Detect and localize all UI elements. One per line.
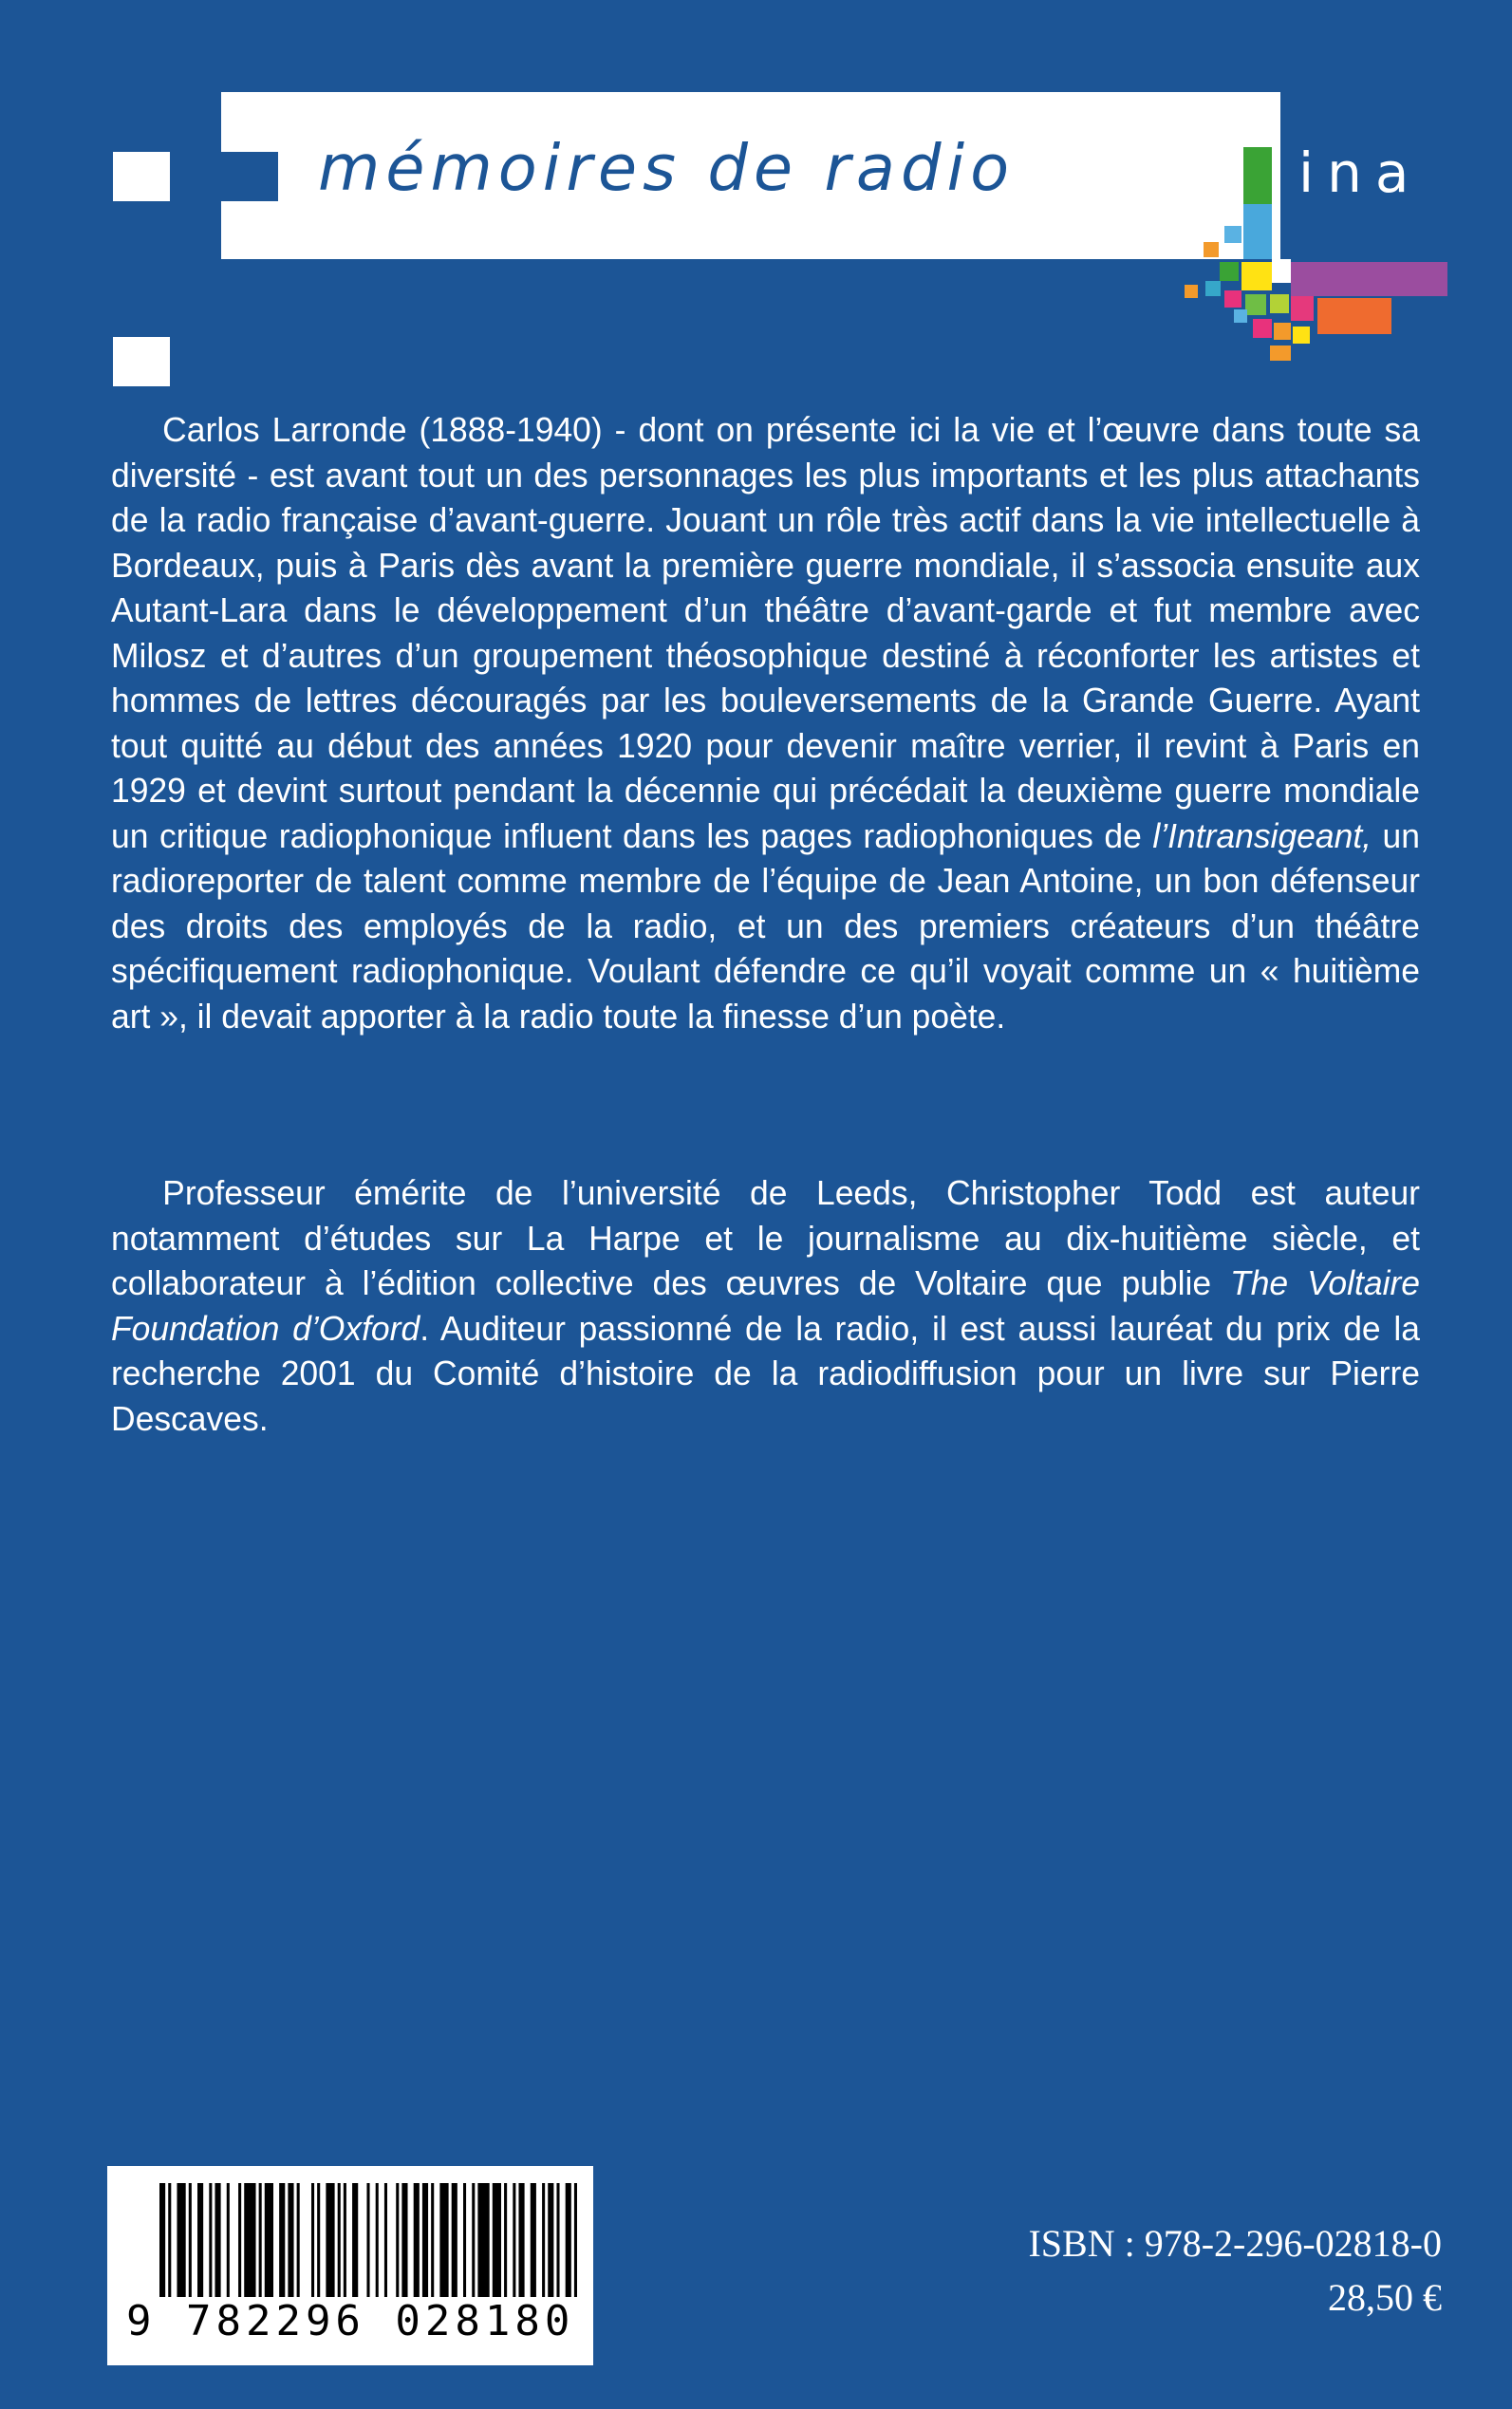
barcode-bar — [531, 2183, 536, 2297]
mosaic-pixel — [1274, 323, 1291, 340]
barcode-bar — [431, 2183, 434, 2297]
barcode-bar — [384, 2183, 387, 2297]
barcode-bar — [439, 2183, 448, 2297]
mosaic-pixel — [1270, 345, 1291, 361]
barcode-bar — [396, 2183, 399, 2297]
barcode-bar — [238, 2183, 241, 2297]
barcode-bar — [288, 2183, 293, 2297]
barcode-bar — [352, 2183, 358, 2297]
barcode-bar — [317, 2183, 320, 2297]
barcode-bar — [297, 2183, 300, 2297]
barcode-bar — [227, 2183, 230, 2297]
barcode-bar — [452, 2183, 457, 2297]
barcode-bar — [344, 2183, 346, 2297]
barcode-bar — [326, 2183, 334, 2297]
barcode-bar — [504, 2183, 507, 2297]
decorative-square-top — [113, 152, 170, 201]
author-bio-paragraph — [111, 1170, 1420, 1441]
series-band-notch — [221, 152, 278, 201]
decorative-square-bottom — [113, 337, 170, 386]
barcode-bar — [542, 2183, 545, 2297]
barcode-bar — [259, 2183, 262, 2297]
barcode-bar — [493, 2183, 501, 2297]
mosaic-pixel — [1224, 226, 1241, 243]
barcode-bar — [376, 2183, 379, 2297]
series-title: mémoires de radio — [318, 131, 1016, 205]
mosaic-pixel — [1291, 296, 1314, 321]
mosaic-pixel — [1243, 147, 1272, 204]
foundation-name: The Voltaire Foundation d’Oxford — [111, 1263, 1420, 1348]
mosaic-pixel — [1243, 204, 1272, 259]
barcode-bar — [338, 2183, 341, 2297]
price: 28,50 € — [1328, 2276, 1442, 2319]
isbn-number: ISBN : 978-2-296-02818-0 — [1028, 2222, 1442, 2265]
barcode — [107, 2166, 593, 2365]
newspaper-title: l’Intransigeant, — [1152, 815, 1372, 855]
mosaic-pixel — [1272, 259, 1291, 283]
barcode-bar — [477, 2183, 489, 2297]
barcode-bar — [244, 2183, 255, 2297]
barcode-bar — [265, 2183, 273, 2297]
mosaic-pixel — [1220, 262, 1239, 281]
barcode-bar — [518, 2183, 524, 2297]
mosaic-pixel — [1241, 262, 1272, 290]
barcode-bar — [209, 2183, 212, 2297]
barcode-bar — [366, 2183, 369, 2297]
mosaic-pixel — [1317, 298, 1391, 334]
description-paragraph-1 — [111, 407, 1420, 1038]
barcode-bar — [189, 2183, 192, 2297]
barcode-bar — [177, 2183, 185, 2297]
barcode-bar — [159, 2183, 165, 2297]
paragraph-1-text-b: un radioreporter de talent comme membre de l’équipe de Jean Antoine, un bon défenseur des droits des employés de la radio, et un des premiers créateurs d’un théâtre spécifiquement radiophonique. Voulant défendre ce qu’il voyait comme un « huitième art », il devait apporter à la radio toute la finesse d’un poète. — [111, 815, 1420, 1036]
barcode-bar — [574, 2183, 577, 2297]
barcode-bar — [401, 2183, 407, 2297]
mosaic-pixel — [1234, 309, 1247, 323]
barcode-bar — [422, 2183, 428, 2297]
mosaic-pixel — [1253, 319, 1272, 338]
barcode-bar — [279, 2183, 285, 2297]
barcode-bar — [472, 2183, 475, 2297]
barcode-bar — [215, 2183, 220, 2297]
barcode-bar — [548, 2183, 553, 2297]
barcode-digits: 9 782296 028180 — [126, 2297, 575, 2345]
paragraph-2-text-b: . Auditeur passionné de la radio, il est aussi lauréat du prix de la recherche 2001 du Comité d’histoire de la radiodiffusion pour un livre sur Pierre Descaves. — [111, 1308, 1421, 1438]
barcode-bar — [197, 2183, 203, 2297]
mosaic-pixel — [1224, 290, 1241, 308]
mosaic-pixel — [1204, 242, 1219, 257]
barcode-bar — [311, 2183, 314, 2297]
paragraph-2-text-a: Professeur émérite de l’université de Leeds, Christopher Todd est auteur notamment d’études sur La Harpe et le journalisme au dix-huitième siècle, et collaborateur à l’édition collective des œuvres de Voltaire que publie — [111, 1173, 1420, 1302]
paragraph-1-text-a: Carlos Larronde (1888-1940) - dont on présente ici la vie et l’œuvre dans toute sa diversité - est avant tout un des personnages les plus importants et les plus attachants de la radio française d’avant-guerre. Jouant un rôle très actif dans la vie intellectuelle à Bordeaux, puis à Paris dès avant la première guerre mondiale, il s’associa ensuite aux Autant-Lara dans le développement d’un théâtre d’avant-garde et fut membre avec Milosz et d’autres d’un groupement théosophique destiné à réconforter les artistes et hommes de lettres découragés par les bouleversements de la Grande Guerre. Ayant tout quitté au début des années 1920 pour devenir maître verrier, il revint à Paris en 1929 et devint surtout pendant la décennie qui précédait la deuxième guerre mondiale un critique radiophonique influent dans les pages radiophoniques de — [111, 410, 1420, 855]
mosaic-pixel — [1270, 294, 1289, 313]
barcode-bar — [556, 2183, 559, 2297]
barcode-bar — [566, 2183, 571, 2297]
mosaic-pixel — [1293, 327, 1310, 344]
mosaic-pixel — [1205, 281, 1221, 296]
barcode-bar — [463, 2183, 466, 2297]
barcode-bar — [168, 2183, 171, 2297]
mosaic-pixel — [1185, 285, 1198, 298]
ina-logo-text: ina — [1298, 140, 1423, 205]
mosaic-pixel — [1291, 262, 1447, 296]
barcode-bar — [513, 2183, 515, 2297]
mosaic-pixel — [1245, 294, 1266, 315]
barcode-bar — [414, 2183, 420, 2297]
